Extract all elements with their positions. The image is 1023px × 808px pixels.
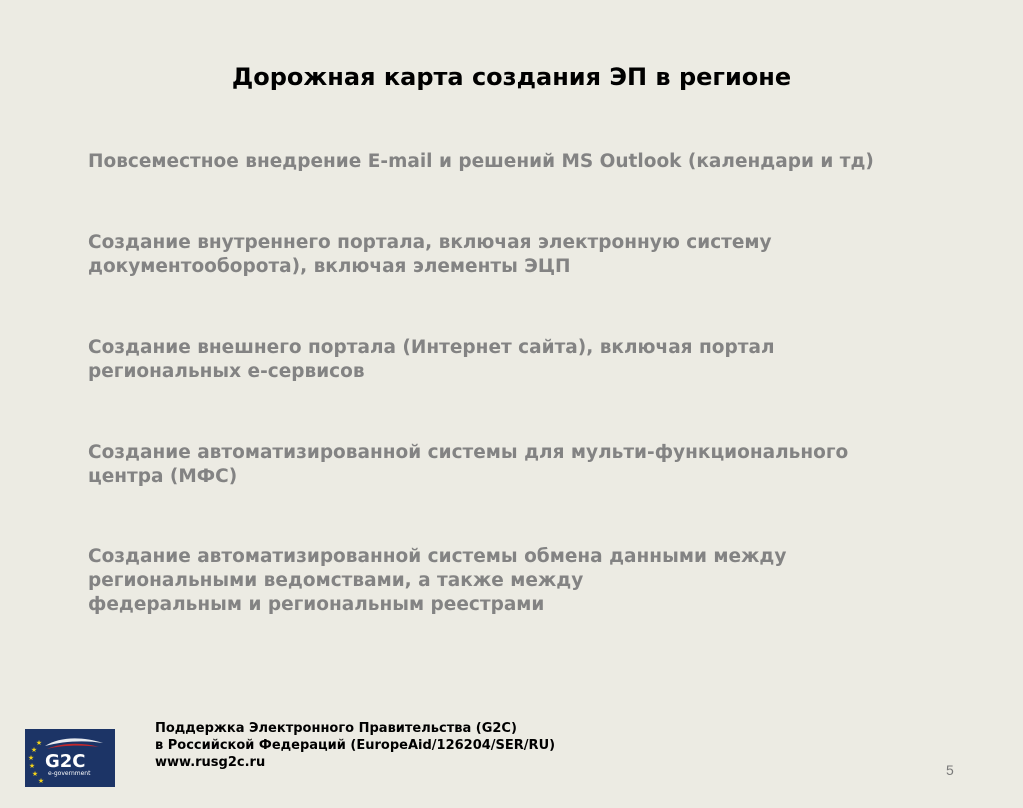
roadmap-item-line: Создание автоматизированной системы для мульти-функционального bbox=[88, 442, 849, 463]
roadmap-item-line: федеральным и региональным реестрами bbox=[88, 594, 545, 615]
svg-text:★: ★ bbox=[31, 770, 39, 778]
roadmap-item-line: региональных е-сервисов bbox=[88, 361, 365, 382]
svg-text:★: ★ bbox=[37, 777, 45, 785]
footer-text bbox=[155, 720, 555, 771]
roadmap-item-line: Создание автоматизированной системы обмена данными между bbox=[88, 546, 787, 567]
g2c-logo bbox=[25, 729, 115, 787]
roadmap-item bbox=[88, 231, 988, 279]
svg-text:★: ★ bbox=[28, 762, 36, 770]
roadmap-item bbox=[88, 545, 988, 617]
logo-text: G2C bbox=[45, 751, 86, 772]
roadmap-item bbox=[88, 441, 988, 489]
roadmap-item-line: Создание внешнего портала (Интернет сайта), включая портал bbox=[88, 337, 775, 358]
roadmap-item-line: документооборота), включая элементы ЭЦП bbox=[88, 256, 571, 277]
roadmap-item-line: Повсеместное внедрение E-mail и решений MS Outlook (календари и тд) bbox=[88, 151, 874, 172]
footer-website: www.rusg2c.ru bbox=[155, 755, 266, 770]
page-number: 5 bbox=[946, 762, 954, 778]
svg-text:★: ★ bbox=[35, 739, 43, 747]
roadmap-item-line: центра (МФС) bbox=[88, 466, 238, 487]
roadmap-item bbox=[88, 336, 988, 384]
svg-text:★: ★ bbox=[30, 746, 38, 754]
logo-subtext: e-government bbox=[48, 770, 91, 777]
roadmap-item-line: региональными ведомствами, а также между bbox=[88, 570, 584, 591]
slide-title: Дорожная карта создания ЭП в регионе bbox=[231, 63, 792, 91]
footer-federation-line: в Российской Федераций (EuropeAid/126204/SER/RU) bbox=[155, 738, 556, 753]
footer-project-line: Поддержка Электронного Правительства (G2C) bbox=[155, 721, 517, 736]
svg-text:★: ★ bbox=[27, 754, 35, 762]
roadmap-item-line: Создание внутреннего портала, включая электронную систему bbox=[88, 232, 772, 253]
roadmap-item bbox=[88, 150, 988, 174]
